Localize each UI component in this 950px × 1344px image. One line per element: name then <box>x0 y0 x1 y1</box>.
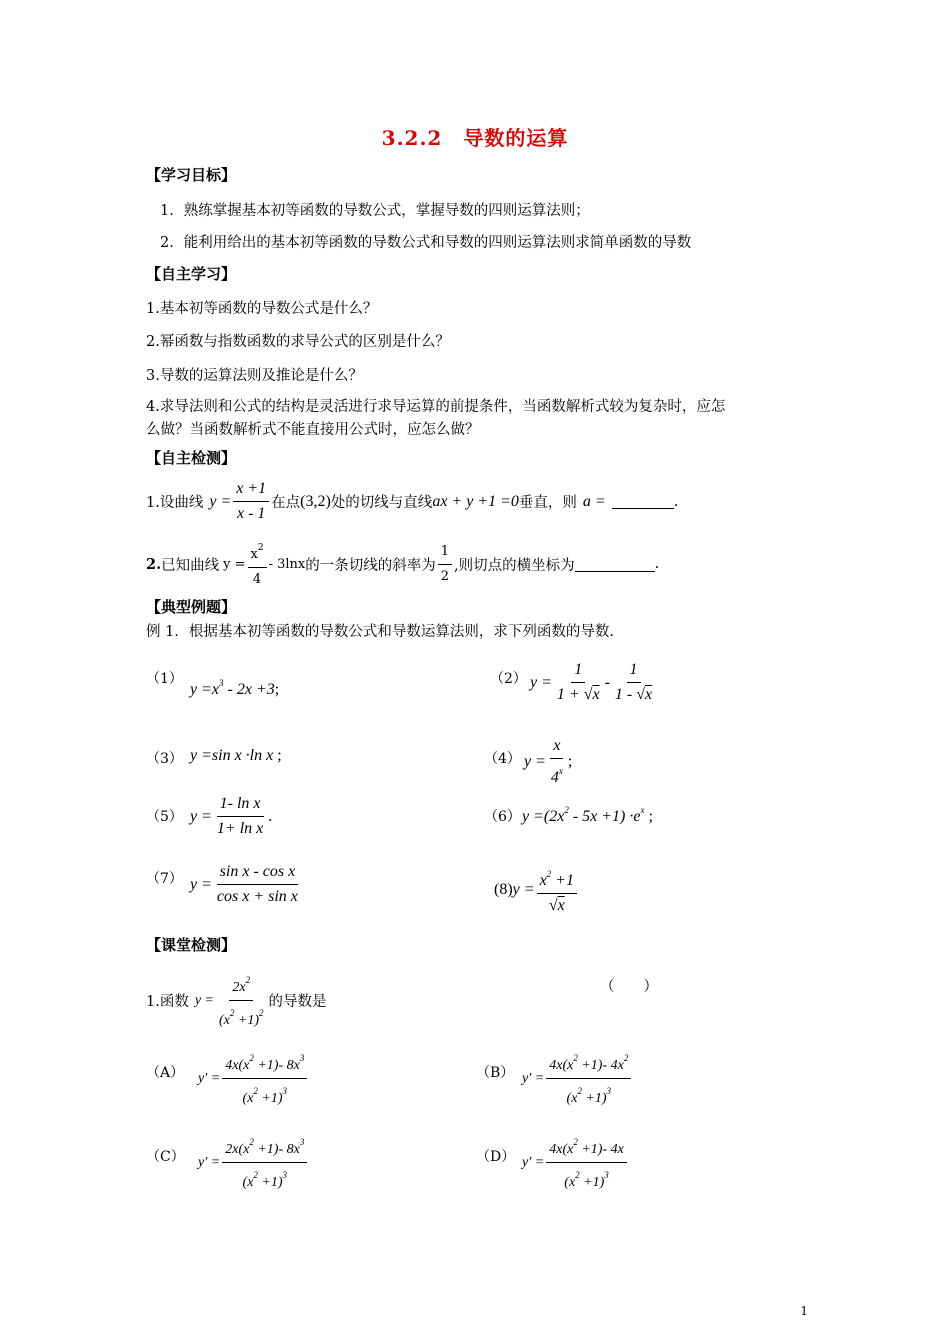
option-d-formula[interactable]: y′ = $\frac{4x(x^2 +1)- 4x}{(x^2 +1)^3}$ <box>522 1132 629 1193</box>
example-6-formula: $y =(2x^2 - 5x +1) \cdot e^x$ ; <box>522 805 653 825</box>
example-5-formula: y = $\frac{\text{1- ln x}}{\text{1+ ln x}}$ . <box>190 795 273 837</box>
option-b-label: （B） <box>476 1065 515 1081</box>
self-check-q2: 2. 已知曲线 y = $\frac{x^2}{4}$ - 3lnx 的一条切线的斜率为 $\frac{1}{2}$ ,则切点的横坐标为 . <box>146 538 659 590</box>
goal-item: 2．能利用给出的基本初等函数的导数公式和导数的四则运算法则求简单函数的导数 <box>160 235 692 251</box>
example-2-formula: y = $\frac{1}{1 + √x}$ - $\frac{1}{1 - √x}$ <box>530 661 653 703</box>
cq1-suffix: 的导数是 <box>268 994 327 1010</box>
goals-heading: 【学习目标】 <box>146 166 237 184</box>
q1-mid2: 处的切线与直线 <box>330 495 433 511</box>
q1-line: ax + y +1 =0 <box>432 492 519 510</box>
cq1-prefix: 1.函数 <box>146 994 189 1010</box>
class-check-q1: 1.函数 y = $\frac{2x^2}{(x^2 +1)^2}$ 的导数是 <box>146 970 327 1031</box>
example-4-formula: y = $\frac{x}{4^x}$ ; <box>524 737 573 786</box>
example-label: (8) <box>494 881 513 898</box>
example-8-formula: (8) y = $\frac{x^2 +1}{√x}$ <box>494 864 579 916</box>
example-label: （1） <box>146 671 183 687</box>
option-b-formula[interactable]: y′ = $\frac{4x(x^2 +1)- 4x^2}{(x^2 +1)^3}$ <box>522 1048 633 1109</box>
q2-prefix: 2. <box>146 555 162 573</box>
examples-intro: 例 1．根据基本初等函数的导数公式和导数运算法则，求下列函数的导数. <box>146 624 614 640</box>
self-study-item: 1.基本初等函数的导数公式是什么？ <box>146 301 378 317</box>
q1-fraction: $\frac{x +1}{x - 1}$ <box>233 479 269 524</box>
example-label: （5） <box>146 809 183 825</box>
option-a-label: （A） <box>146 1065 185 1081</box>
self-study-heading: 【自主学习】 <box>146 265 237 283</box>
examples-heading: 【典型例题】 <box>146 598 237 616</box>
goal-item: 1．熟练掌握基本初等函数的导数公式，掌握导数的四则运算法则； <box>160 203 590 219</box>
option-c-formula[interactable]: y′ = $\frac{2x(x^2 +1)- 8x^3}{(x^2 +1)^3}$ <box>198 1132 309 1193</box>
q1-end: . <box>673 493 679 510</box>
q2-text2: 的一条切线的斜率为 <box>305 557 436 574</box>
answer-blank[interactable] <box>575 557 655 572</box>
option-a-formula[interactable]: y′ = $\frac{4x(x^2 +1)- 8x^3}{(x^2 +1)^3}$ <box>198 1048 309 1109</box>
q2-fraction: $\frac{x^2}{4}$ <box>248 538 267 590</box>
page-number: 1 <box>800 1304 808 1318</box>
q1-point: (3,2) <box>300 492 331 510</box>
class-check-heading: 【课堂检测】 <box>146 936 237 954</box>
page-title: 3.2.2 导数的运算 <box>381 126 569 150</box>
answer-paren: （ ） <box>600 979 658 995</box>
q2-slope: $\frac{1}{2}$ <box>438 542 452 587</box>
q1-suffix: 垂直，则 <box>518 495 577 511</box>
example-label: （4） <box>484 751 521 767</box>
q1-prefix: 1.设曲线 <box>146 495 204 511</box>
answer-blank[interactable] <box>612 494 674 509</box>
q2-end: . <box>654 556 660 572</box>
q1-mid: 在点 <box>271 495 301 511</box>
option-c-label: （C） <box>146 1149 185 1165</box>
example-label: （2） <box>490 671 527 687</box>
example-1-formula: $y =x^3 - 2x +3$; <box>190 678 280 698</box>
q2-text3: ,则切点的横坐标为 <box>454 557 575 574</box>
example-3-formula: y =sin x ·ln x ; <box>190 747 282 764</box>
self-check-heading: 【自主检测】 <box>146 449 237 467</box>
example-label: （6） <box>484 809 521 825</box>
self-check-q1: 1.设曲线 y = $\frac{x +1}{x - 1}$ 在点 (3,2) 处的切线与直线 ax + y +1 =0 垂直，则 a = . <box>146 480 679 522</box>
example-7-formula: y = $\frac{\text{sin x - cos x}}{\text{cos x + sin x}}$ <box>190 863 298 905</box>
option-d-label: （D） <box>476 1149 516 1165</box>
q1-var: a = <box>582 492 606 510</box>
self-study-item: 3.导数的运算法则及推论是什么？ <box>146 368 363 384</box>
q2-text1: 已知曲线 <box>161 557 220 574</box>
example-label: （3） <box>146 751 183 767</box>
self-study-item: 2.幂函数与指数函数的求导公式的区别是什么？ <box>146 334 450 350</box>
self-study-item-line1: 4.求导法则和公式的结构是灵活进行求导运算的前提条件，当函数解析式较为复杂时，应怎 <box>146 399 726 415</box>
example-label: （7） <box>146 871 183 887</box>
self-study-item-line2: 么做？当函数解析式不能直接用公式时，应怎么做？ <box>146 422 480 438</box>
